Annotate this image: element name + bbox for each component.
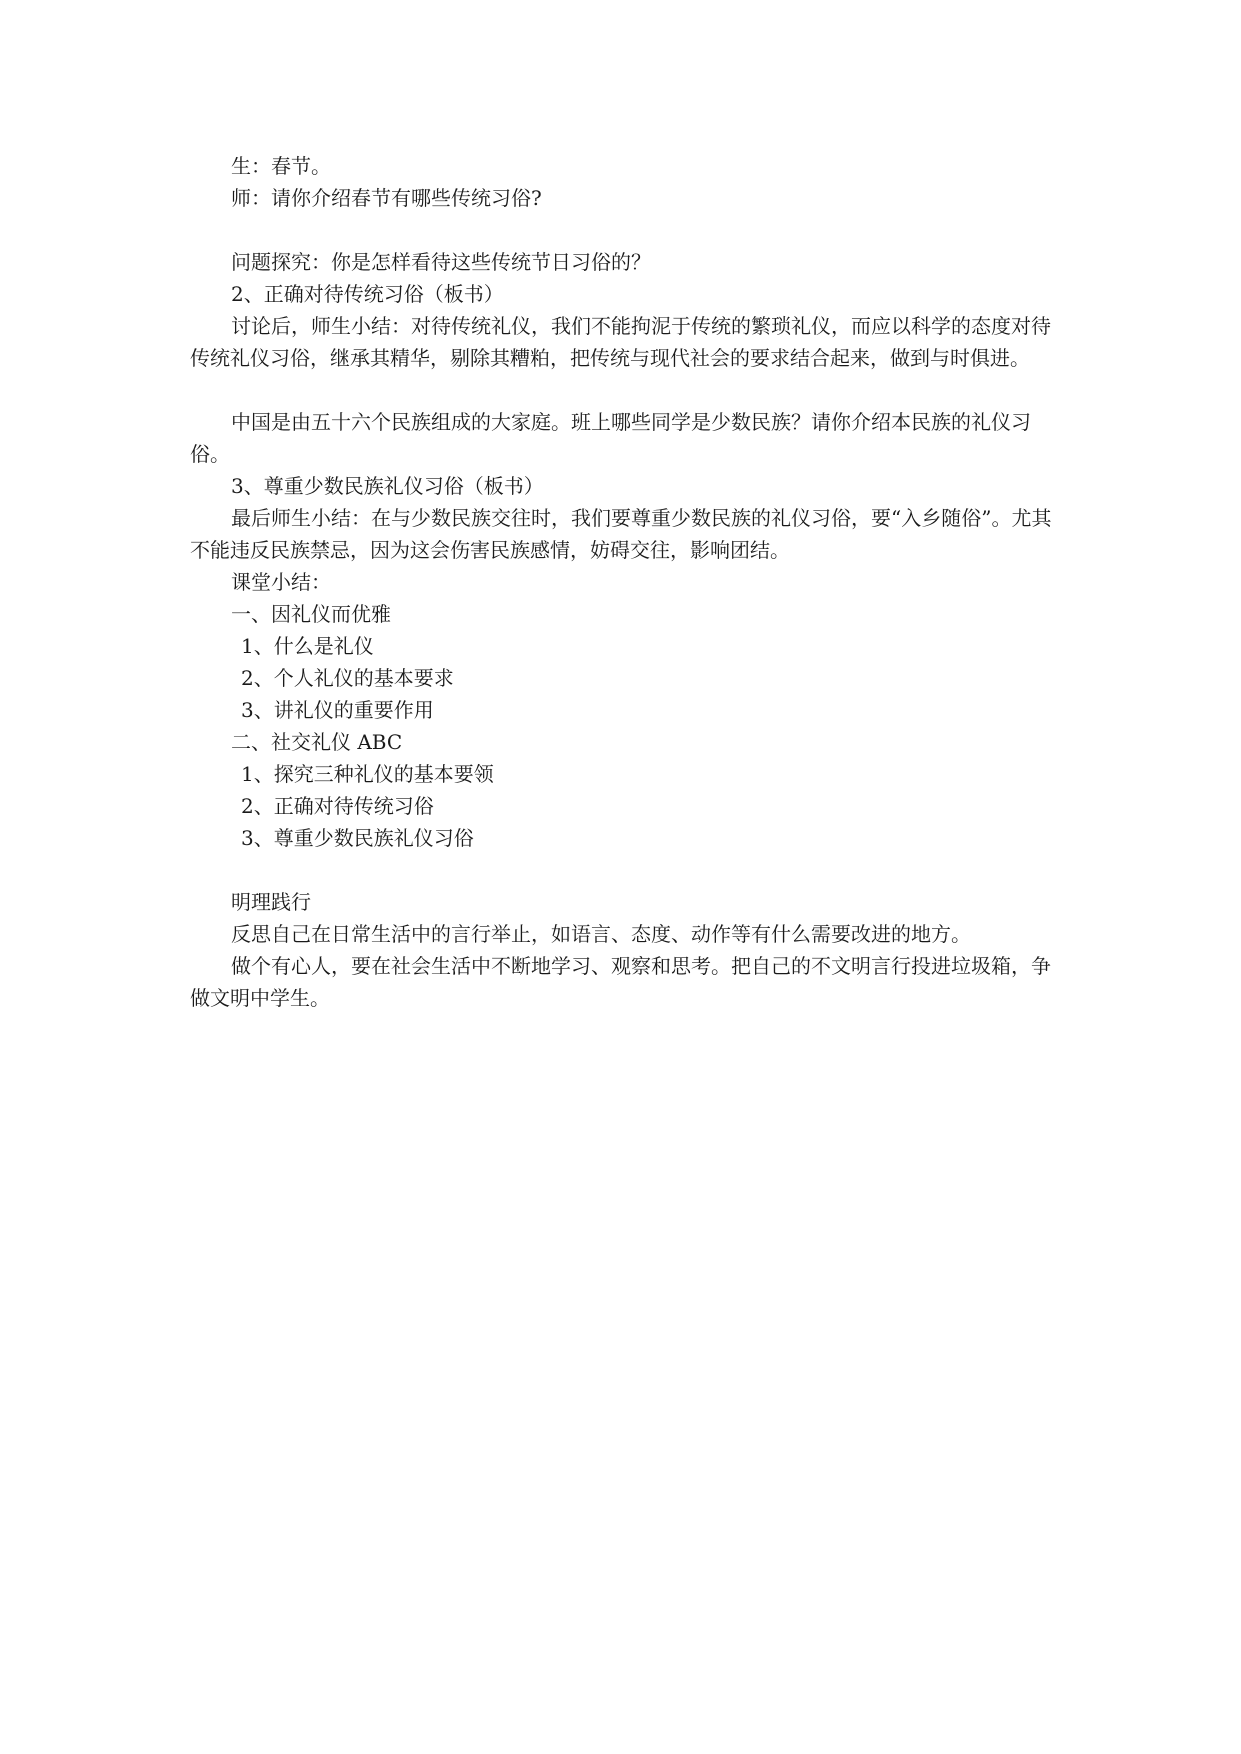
outline-part-two: 二、社交礼仪 ABC <box>231 730 403 754</box>
final-summary-paragraph: 最后师生小结：在与少数民族交往时，我们要尊重少数民族的礼仪习俗，要“入乡随俗”。尤其不能违反民族禁忌，因为这会伤害民族感情，妨碍交往，影响团结。 <box>190 506 1052 562</box>
outline-item: 1、什么是礼仪 <box>241 634 374 658</box>
outline-part-one: 一、因礼仪而优雅 <box>231 602 391 626</box>
blank-line <box>190 374 1060 406</box>
document-body <box>190 150 1060 1014</box>
outline-item: 2、个人礼仪的基本要求 <box>241 666 454 690</box>
inquiry-question: 问题探究：你是怎样看待这些传统节日习俗的？ <box>231 250 651 274</box>
ethnic-groups-paragraph: 中国是由五十六个民族组成的大家庭。班上哪些同学是少数民族？请你介绍本民族的礼仪习俗。 <box>190 410 1031 466</box>
dialogue-teacher-question: 师：请你介绍春节有哪些传统习俗? <box>231 186 542 210</box>
practice-heading: 明理践行 <box>231 890 311 914</box>
outline-item: 3、讲礼仪的重要作用 <box>241 698 434 722</box>
closing-paragraph: 做个有心人，要在社会生活中不断地学习、观察和思考。把自己的不文明言行投进垃圾箱，争做文明中学生。 <box>190 954 1051 1010</box>
class-summary-heading: 课堂小结： <box>231 570 331 594</box>
outline-item: 3、尊重少数民族礼仪习俗 <box>241 826 474 850</box>
dialogue-student-answer: 生：春节。 <box>231 154 331 178</box>
section-heading-ethnic-customs: 3、尊重少数民族礼仪习俗（板书） <box>231 474 544 498</box>
discussion-summary-paragraph: 讨论后，师生小结：对待传统礼仪，我们不能拘泥于传统的繁琐礼仪，而应以科学的态度对待传统礼仪习俗，继承其精华，剔除其糟粕，把传统与现代社会的要求结合起来，做到与时俱进。 <box>190 314 1051 370</box>
blank-line <box>190 854 1060 886</box>
section-heading-traditional-customs: 2、正确对待传统习俗（板书） <box>231 282 504 306</box>
outline-item: 2、正确对待传统习俗 <box>241 794 434 818</box>
outline-item: 1、探究三种礼仪的基本要领 <box>241 762 494 786</box>
reflection-paragraph: 反思自己在日常生活中的言行举止，如语言、态度、动作等有什么需要改进的地方。 <box>231 922 971 946</box>
blank-line <box>190 214 1060 246</box>
